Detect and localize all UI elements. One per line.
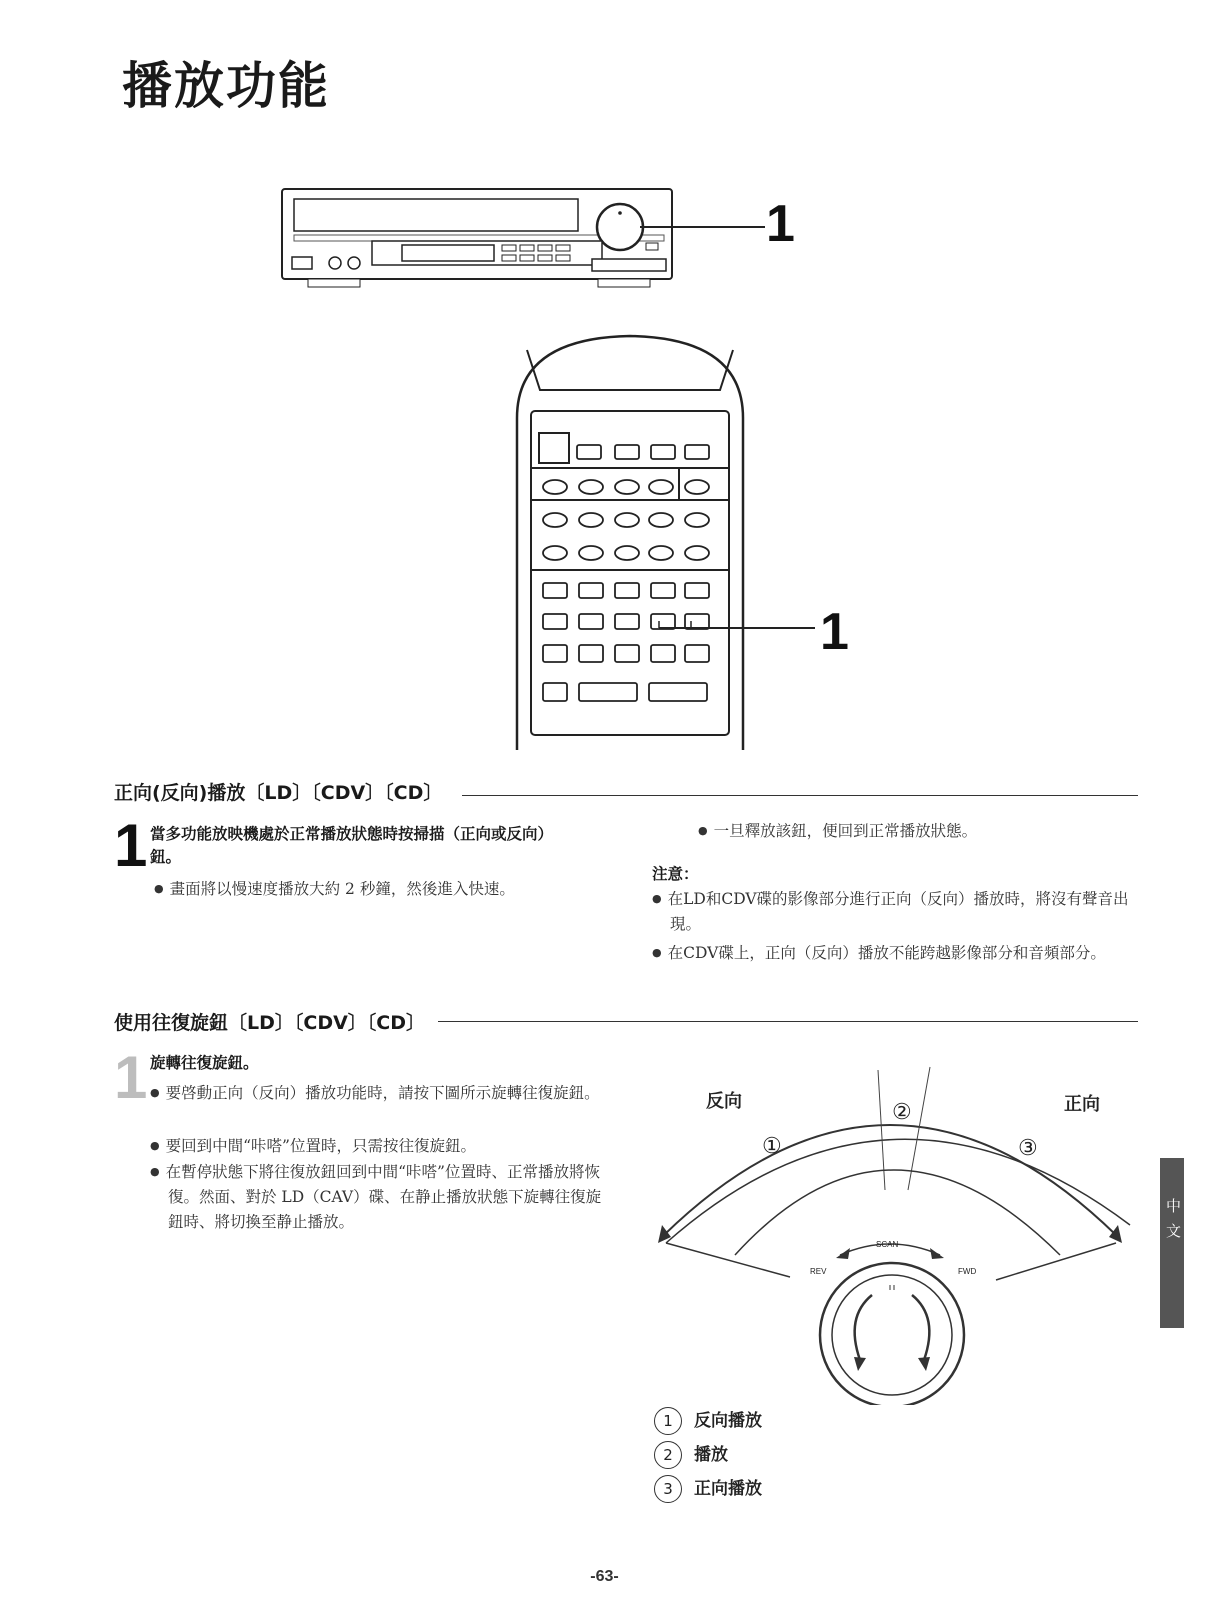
player-illustration [280, 185, 800, 295]
remote-callout-line [753, 627, 815, 629]
legend-item-3 [654, 1474, 762, 1503]
section1-heading: 正向(反向)播放〔LD〕〔CDV〕〔CD〕 [114, 782, 443, 804]
legend-label: 正向播放 [694, 1479, 762, 1499]
legend-label: 反向播放 [694, 1411, 762, 1431]
dial-rev-label: REV [810, 1267, 827, 1276]
section1-step-text: 當多功能放映機處於正常播放狀態時按掃描（正向或反向）鈕。 [150, 825, 554, 866]
section2-rule [438, 1021, 1138, 1022]
section1-bullet-2: ● 一旦釋放該鈕，便回到正常播放狀態。 [698, 818, 1146, 844]
legend-number: 2 [654, 1441, 682, 1469]
page-number: -63- [590, 1568, 619, 1585]
dial-label-forward: 正向 [1064, 1094, 1100, 1114]
dial-scan-label: SCAN [876, 1240, 899, 1249]
dial-zone-2: ② [892, 1099, 912, 1124]
note-title: 注意： [652, 865, 699, 883]
note-1: ● 在LD和CDV碟的影像部分進行正向（反向）播放時，將沒有聲音出現。 [652, 886, 1150, 937]
player-callout-number: 1 [766, 195, 795, 253]
remote-illustration [505, 328, 755, 753]
section1-rule [462, 795, 1138, 796]
section2-bullet-3: ● 在暫停狀態下將往復放鈕回到中間“咔嗒”位置時、正常播放將恢復。然面、對於 LD（CAV）碟、在静止播放狀態下旋轉往復旋鈕時、將切換至静止播放。 [150, 1159, 608, 1235]
page-title: 播放功能 [122, 57, 330, 115]
dial-zone-1: ① [762, 1133, 782, 1158]
legend-item-1 [654, 1406, 762, 1435]
legend-label: 播放 [694, 1445, 728, 1465]
side-tab-label: 中文 [1164, 1198, 1182, 1248]
dial-label-reverse: 反向 [706, 1091, 742, 1111]
section2-heading: 使用往復旋鈕〔LD〕〔CDV〕〔CD〕 [114, 1012, 426, 1034]
note-2: ● 在CDV碟上，正向（反向）播放不能跨越影像部分和音頻部分。 [652, 940, 1150, 966]
section2-step-number: 1 [114, 1044, 148, 1111]
dial-zone-3: ③ [1018, 1135, 1038, 1160]
section2-bullet-1: ● 要啓動正向（反向）播放功能時，請按下圖所示旋轉往復旋鈕。 [150, 1080, 608, 1106]
legend-item-2 [654, 1440, 728, 1469]
section1-bullet-1: ● 畫面將以慢速度播放大約 2 秒鐘，然後進入快速。 [154, 876, 612, 902]
language-side-tab [1160, 1158, 1184, 1328]
legend-number: 3 [654, 1475, 682, 1503]
section2-bullet-2: ● 要回到中間“咔嗒”位置時，只需按往復旋鈕。 [150, 1133, 608, 1159]
remote-callout-number: 1 [820, 603, 849, 661]
section2-step-text: 旋轉往復旋鈕。 [150, 1054, 259, 1072]
legend-number: 1 [654, 1407, 682, 1435]
dial-fwd-label: FWD [958, 1267, 977, 1276]
section1-step-number: 1 [114, 812, 148, 879]
shuttle-dial-diagram [640, 1055, 1145, 1405]
